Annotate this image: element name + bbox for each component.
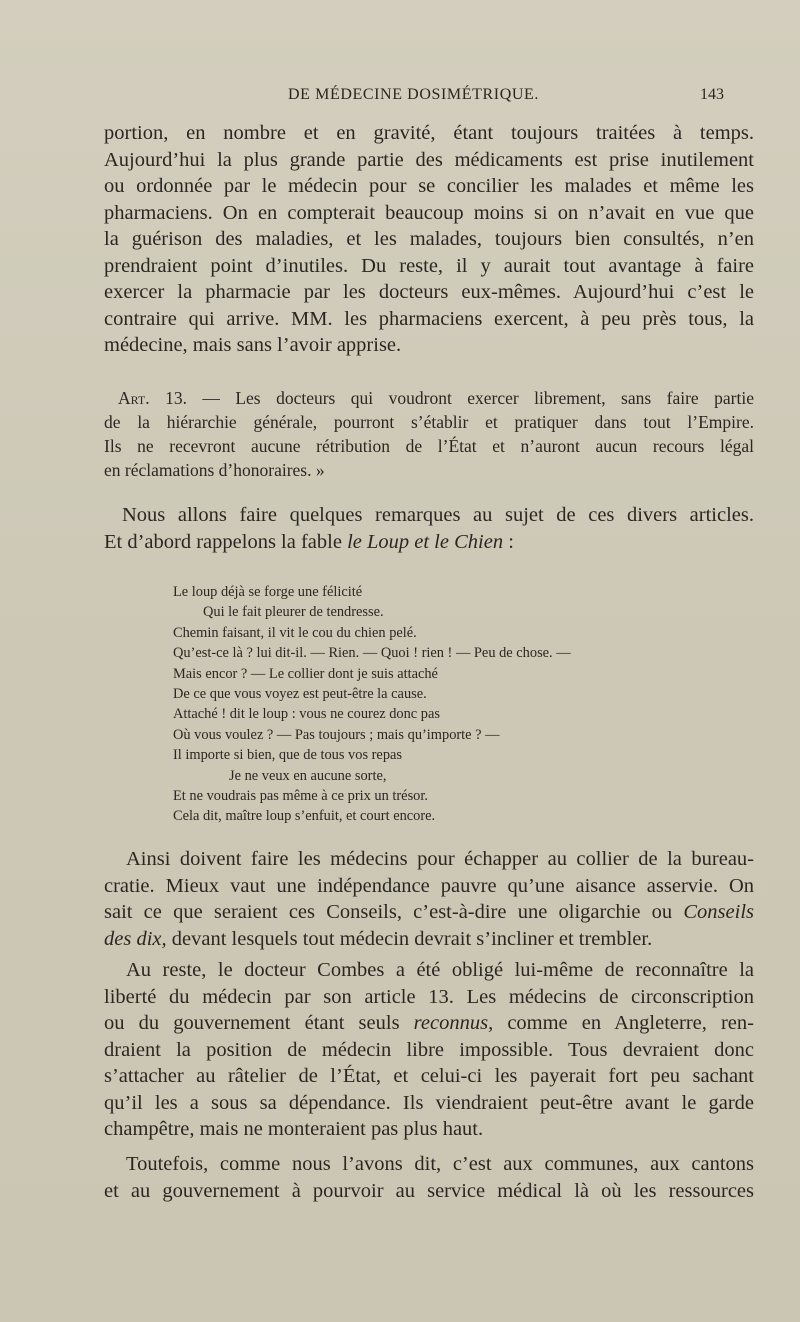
poem-verse: Qui le fait pleurer de tendresse. — [203, 604, 384, 621]
text-line: Ainsi doivent faire les médecins pour échapper au collier de la bureau- — [126, 848, 754, 870]
poem-verse: Mais encor ? — Le collier dont je suis attaché — [173, 665, 438, 682]
text-line: ou ordonnée par le médecin pour se concilier les malades et même les — [104, 175, 754, 197]
text-line: pharmaciens. On en compterait beaucoup moins si on n’avait en vue que — [104, 201, 754, 224]
text-line: Nous allons faire quelques remarques au sujet de ces divers articles. — [122, 504, 754, 526]
poem-verse: Qu’est-ce là ? lui dit-il. — Rien. — Quoi ! rien ! — Peu de chose. — — [173, 645, 571, 662]
text-line: médecine, mais sans l’avoir apprise. — [104, 334, 402, 356]
text-line: portion, en nombre et en gravité, étant toujours traitées à temps. — [104, 122, 754, 144]
fable-poem — [173, 582, 693, 827]
poem-verse: Le loup déjà se forge une félicité — [173, 584, 363, 600]
running-head: DE MÉDECINE DOSIMÉTRIQUE. — [288, 86, 539, 103]
article-13 — [104, 386, 754, 482]
text-line: liberté du médecin par son article 13. Les médecins de circonscription — [104, 985, 754, 1008]
text-line: des dix, devant lesquels tout médecin devrait s’incliner et trembler. — [104, 927, 653, 950]
text-line: champêtre, mais ne monteraient pas plus haut. — [104, 1118, 484, 1140]
text-line: Toutefois, comme nous l’avons dit, c’est aux communes, aux cantons — [126, 1153, 754, 1175]
text-line: et au gouvernement à pourvoir au service médical là où les ressources — [104, 1179, 754, 1202]
text-line: prendraient point d’inutiles. Du reste, il y aurait tout avantage à faire — [104, 254, 754, 277]
paragraph-4 — [104, 957, 754, 1143]
text-line: Et d’abord rappelons la fable le Loup et le Chien : — [104, 530, 514, 553]
poem-verse: De ce que vous voyez est peut-être la cause. — [173, 686, 427, 703]
text-line: de la hiérarchie générale, pourront s’établir et pratiquer dans tout l’Empire. — [104, 412, 754, 432]
paragraph-1 — [104, 120, 754, 359]
text-line: en réclamations d’honoraires. » — [104, 460, 325, 480]
text-line: qu’il les a sous sa dépendance. Ils viendraient peut-être avant le garde — [104, 1091, 754, 1114]
text-line: contraire qui arrive. MM. les pharmaciens exercent, à peu près tous, la — [104, 307, 754, 330]
text-line: exercer la pharmacie par les docteurs eux-mêmes. Aujourd’hui c’est le — [104, 281, 754, 303]
text-line: la guérison des maladies, et les malades, toujours bien consultés, n’en — [104, 228, 754, 250]
paragraph-2 — [104, 502, 754, 555]
text-line: ou du gouvernement étant seuls reconnus, comme en Angleterre, ren- — [104, 1012, 754, 1034]
text-line: cratie. Mieux vaut une indépendance pauvre qu’une aisance asservie. On — [104, 874, 754, 897]
poem-verse: Et ne voudrais pas même à ce prix un trésor. — [173, 788, 428, 805]
poem-verse: Cela dit, maître loup s’enfuit, et court encore. — [173, 808, 436, 825]
fable-title: le Loup et le Chien — [347, 530, 504, 553]
text-line: Aujourd’hui la plus grande partie des médicaments est prise inutilement — [104, 148, 754, 171]
text-line: Ils ne recevront aucune rétribution de l’État et n’auront aucun recours légal — [104, 436, 754, 456]
poem-verse: Je ne veux en aucune sorte, — [229, 767, 387, 784]
poem-verse: Il importe si bien, que de tous vos repas — [173, 747, 403, 764]
poem-verse: Attaché ! dit le loup : vous ne courez donc pas — [173, 706, 440, 723]
text-line: s’attacher au râtelier de l’État, et celui-ci les payerait fort peu sachant — [104, 1065, 754, 1087]
page-number: 143 — [700, 86, 724, 103]
poem-verse: Où vous voulez ? — Pas toujours ; mais qu’importe ? — — [173, 726, 500, 743]
text-line: sait ce que seraient ces Conseils, c’est-à-dire une oligarchie ou Conseils — [104, 901, 754, 923]
text-line: draient la position de médecin libre impossible. Tous devraient donc — [104, 1038, 754, 1061]
text-line: Au reste, le docteur Combes a été obligé lui-même de reconnaître la — [126, 959, 754, 981]
paragraph-3 — [104, 846, 754, 952]
poem-verse: Chemin faisant, il vit le cou du chien pelé. — [173, 624, 417, 641]
article-label: Art. 13. — [118, 388, 187, 408]
paragraph-5 — [104, 1151, 754, 1204]
article-first-line: Art. 13. — Les docteurs qui voudront exercer librement, sans faire partie — [118, 388, 754, 408]
